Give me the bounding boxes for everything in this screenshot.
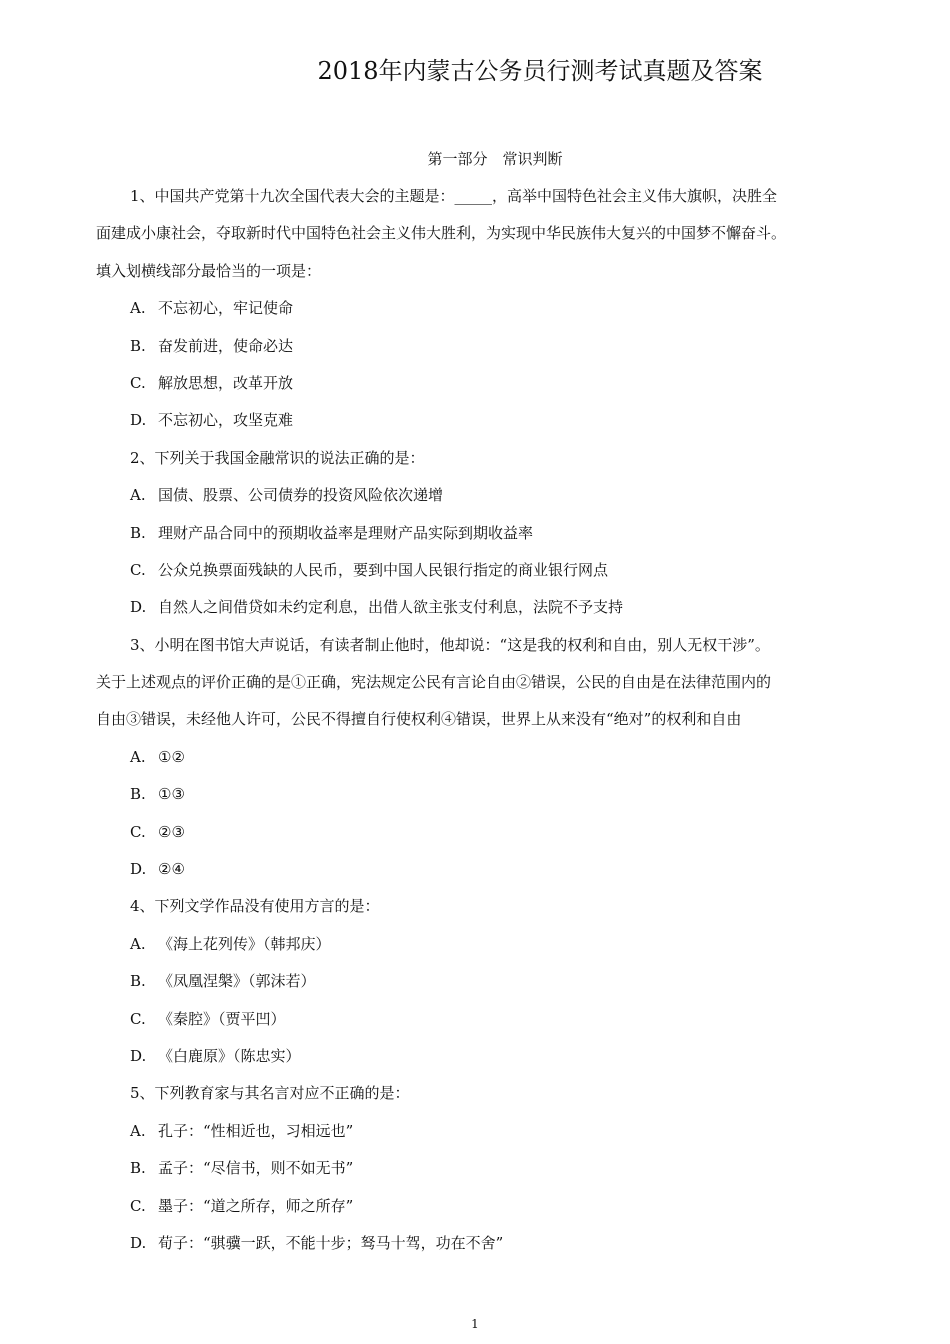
question-stem-line: 1、中国共产党第十九次全国代表大会的主题是：_____，高举中国特色社会主义伟大旗帜，决胜全 — [130, 187, 778, 205]
option-text: 不忘初心，牢记使命 — [158, 299, 294, 318]
question-4 — [96, 892, 858, 1079]
option-text: ①② — [158, 747, 185, 766]
option-b — [96, 519, 858, 556]
option-text: 《凤凰涅槃》（郭沫若） — [158, 972, 316, 991]
option-label: A. — [130, 486, 146, 505]
option-a — [96, 930, 858, 967]
option-c — [96, 369, 858, 406]
option-c — [96, 818, 858, 855]
option-label: D. — [130, 411, 147, 430]
option-text: 《海上花列传》（韩邦庆） — [158, 934, 331, 953]
option-d — [96, 1229, 858, 1266]
option-text: 孔子：“性相近也，习相远也” — [158, 1121, 354, 1140]
option-b — [96, 1154, 858, 1191]
option-text: ②④ — [158, 860, 185, 879]
question-1 — [96, 182, 858, 444]
option-label: B. — [130, 523, 146, 542]
option-text: 国债、股票、公司债券的投资风险依次递增 — [158, 486, 444, 505]
option-label: D. — [130, 598, 147, 617]
option-b — [96, 332, 858, 369]
option-text: 解放思想，改革开放 — [158, 373, 294, 392]
question-stem-line: 面建成小康社会，夺取新时代中国特色社会主义伟大胜利，为实现中华民族伟大复兴的中国梦不懈奋斗。 — [96, 224, 787, 243]
question-stem-line: 2、下列关于我国金融常识的说法正确的是： — [130, 448, 425, 467]
option-d — [96, 406, 858, 443]
option-text: ②③ — [158, 822, 185, 841]
option-label: D. — [130, 860, 147, 879]
option-text: 墨子：“道之所存，师之所存” — [158, 1196, 354, 1215]
option-label: D. — [130, 1046, 147, 1065]
option-text: 《秦腔》（贾平凹） — [158, 1009, 286, 1028]
question-stem-line: 填入划横线部分最恰当的一项是： — [96, 261, 322, 280]
option-label: C. — [130, 1196, 146, 1215]
document-title: 2018年内蒙古公务员行测考试真题及答案 — [317, 57, 763, 85]
option-text: ①③ — [158, 785, 185, 804]
option-label: C. — [130, 822, 146, 841]
option-a — [96, 1117, 858, 1154]
option-label: D. — [130, 1233, 147, 1252]
option-label: B. — [130, 1159, 146, 1178]
option-label: A. — [130, 1121, 146, 1140]
option-d — [96, 1042, 858, 1079]
option-d — [96, 855, 858, 892]
option-label: A. — [130, 299, 146, 318]
question-5 — [96, 1079, 858, 1266]
question-3 — [96, 631, 858, 893]
option-text: 孟子：“尽信书，则不如无书” — [158, 1159, 354, 1178]
option-a — [96, 481, 858, 518]
option-label: A. — [130, 747, 146, 766]
option-d — [96, 593, 858, 630]
option-label: B. — [130, 785, 146, 804]
question-list — [96, 182, 858, 1266]
option-text: 公众兑换票面残缺的人民币，要到中国人民银行指定的商业银行网点 — [158, 560, 609, 579]
question-stem-line: 关于上述观点的评价正确的是①正确，宪法规定公民有言论自由②错误，公民的自由是在法律范围内的 — [96, 673, 772, 692]
option-label: B. — [130, 336, 146, 355]
option-text: 自然人之间借贷如未约定利息，出借人欲主张支付利息，法院不予支持 — [158, 598, 624, 617]
option-b — [96, 967, 858, 1004]
option-text: 荀子：“骐骥一跃，不能十步；驽马十驾，功在不舍” — [158, 1233, 504, 1252]
option-label: B. — [130, 972, 146, 991]
option-b — [96, 780, 858, 817]
question-stem-line: 3、小明在图书馆大声说话，有读者制止他时，他却说：“这是我的权利和自由，别人无权干涉”。 — [130, 635, 770, 654]
option-c — [96, 1005, 858, 1042]
section-title: 第一部分 常识判断 — [427, 150, 563, 168]
option-c — [96, 1192, 858, 1229]
question-stem-line: 5、下列教育家与其名言对应不正确的是： — [130, 1084, 410, 1103]
option-text: 《白鹿原》（陈忠实） — [158, 1046, 301, 1065]
option-label: A. — [130, 934, 146, 953]
question-stem-line: 4、下列文学作品没有使用方言的是： — [130, 897, 380, 916]
option-a — [96, 294, 858, 331]
option-text: 不忘初心，攻坚克难 — [158, 411, 294, 430]
option-a — [96, 743, 858, 780]
page-number: 1 — [471, 1317, 479, 1331]
option-c — [96, 556, 858, 593]
option-text: 奋发前进，使命必达 — [158, 336, 294, 355]
question-2 — [96, 444, 858, 631]
option-label: C. — [130, 560, 146, 579]
option-label: C. — [130, 373, 146, 392]
question-stem-line: 自由③错误，未经他人许可，公民不得擅自行使权利④错误，世界上从来没有“绝对”的权利和自由 — [96, 710, 742, 729]
option-label: C. — [130, 1009, 146, 1028]
option-text: 理财产品合同中的预期收益率是理财产品实际到期收益率 — [158, 523, 534, 542]
